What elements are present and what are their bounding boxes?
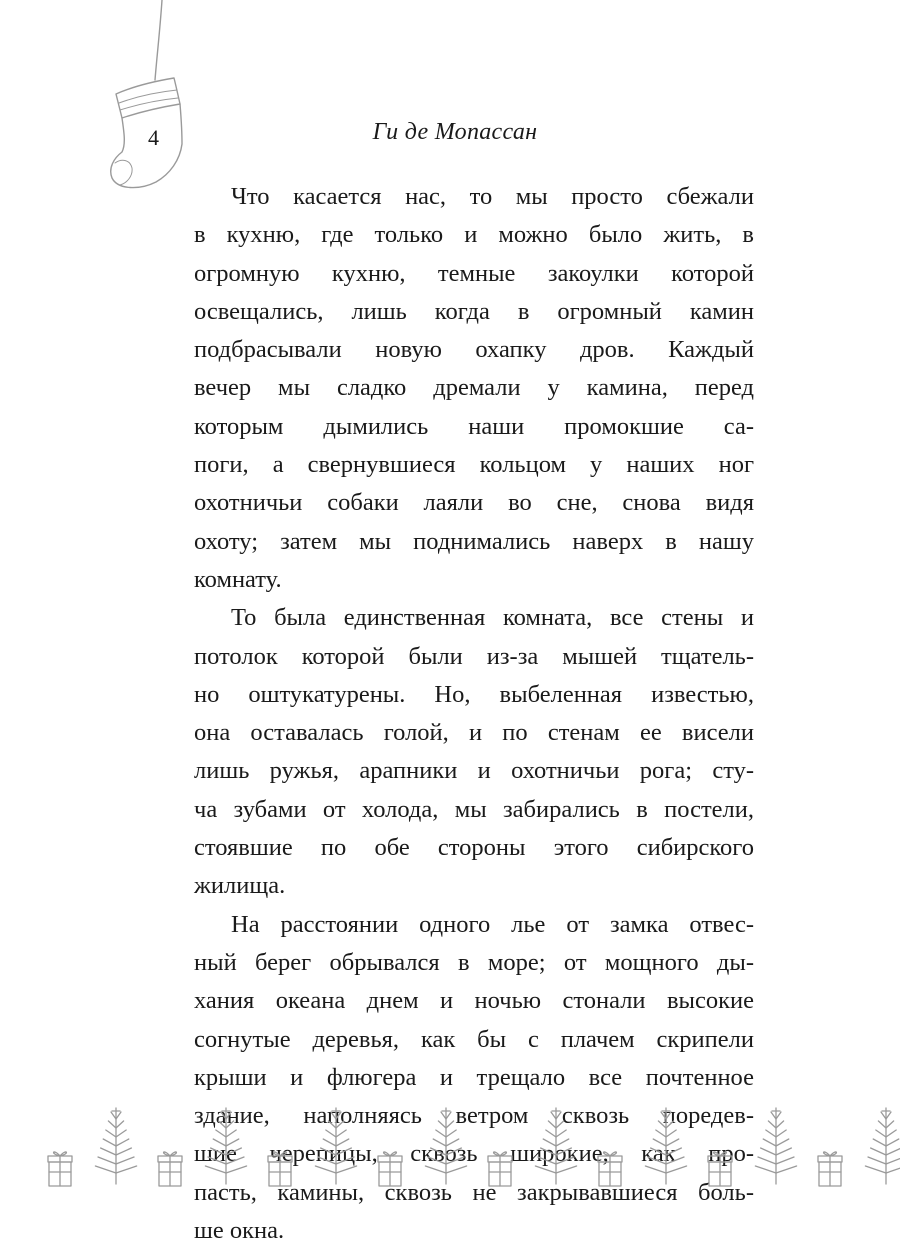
text-line: но оштукатурены. Но, выбеленная известью, — [194, 680, 754, 708]
fir-tree-icon — [535, 1108, 576, 1184]
text-line: которым дымились наши промокшие са- — [194, 412, 754, 440]
gift-box-icon — [708, 1152, 732, 1186]
text-line: охоту; затем мы поднимались наверх в нашу — [194, 527, 754, 555]
gift-box-icon — [268, 1152, 292, 1186]
text-line: огромную кухню, темные закоулки которой — [194, 259, 754, 287]
gift-box-icon — [488, 1152, 512, 1186]
text-line: Что касается нас, то мы просто сбежали — [231, 183, 754, 210]
text-line: согнутые деревья, как бы с плачем скрипели — [194, 1025, 754, 1053]
text-line: потолок которой были из-за мышей тщатель- — [194, 642, 754, 670]
fir-tree-icon — [205, 1108, 246, 1184]
gift-box-icon — [598, 1152, 622, 1186]
text-line: поги, а свернувшиеся кольцом у наших ног — [194, 451, 754, 479]
fir-tree-icon — [865, 1108, 900, 1184]
text-line: вечер мы сладко дремали у камина, перед — [194, 374, 754, 402]
gift-box-icon — [378, 1152, 402, 1186]
paragraph — [194, 178, 754, 599]
text-line: стоявшие по обе стороны этого сибирского — [194, 834, 754, 862]
text-line: хания океана днем и ночью стонали высокие — [194, 987, 754, 1015]
footer-ornament — [0, 1100, 900, 1200]
gift-box-icon — [818, 1152, 842, 1186]
text-line: охотничьи собаки лаяли во сне, снова видя — [194, 489, 754, 517]
text-line: лишь ружья, арапники и охотничьи рога; сту- — [194, 757, 754, 785]
text-line: ный берег обрывался в море; от мощного ды- — [194, 948, 754, 976]
text-line: ше окна. — [194, 1217, 285, 1245]
fir-tree-icon — [315, 1108, 356, 1184]
paragraph — [194, 599, 754, 905]
fir-tree-icon — [755, 1108, 796, 1184]
text-line: шие черепицы, сквозь широкие, как про- — [194, 1140, 754, 1168]
text-line: То была единственная комната, все стены и — [231, 604, 754, 632]
text-line: жилища. — [194, 872, 286, 900]
text-line: На расстоянии одного лье от замка отвес- — [231, 910, 754, 938]
gift-box-icon — [158, 1152, 182, 1186]
text-line: освещались, лишь когда в огромный камин — [194, 297, 754, 325]
running-head-author: Ги де Мопассан — [372, 119, 538, 145]
text-line: комнату. — [194, 565, 282, 593]
fir-tree-icon — [645, 1108, 686, 1184]
text-line: в кухню, где только и можно было жить, в — [194, 221, 754, 249]
text-line: крыши и флюгера и трещало все почтенное — [194, 1063, 754, 1091]
text-line: подбрасывали новую охапку дров. Каждый — [194, 336, 754, 364]
page-number: 4 — [148, 125, 159, 150]
fir-tree-icon — [95, 1108, 136, 1184]
text-line: пасть, камины, сквозь не закрывавшиеся боль- — [194, 1178, 754, 1206]
christmas-stocking-icon — [100, 0, 210, 200]
fir-tree-icon — [425, 1108, 466, 1184]
text-line: она оставалась голой, и по стенам ее висели — [194, 719, 754, 747]
gift-box-icon — [48, 1152, 72, 1186]
text-line: здание, наполняясь ветром сквозь поредев- — [194, 1102, 754, 1130]
text-line: ча зубами от холода, мы забирались в постели, — [194, 795, 754, 823]
body-text — [194, 178, 754, 1250]
